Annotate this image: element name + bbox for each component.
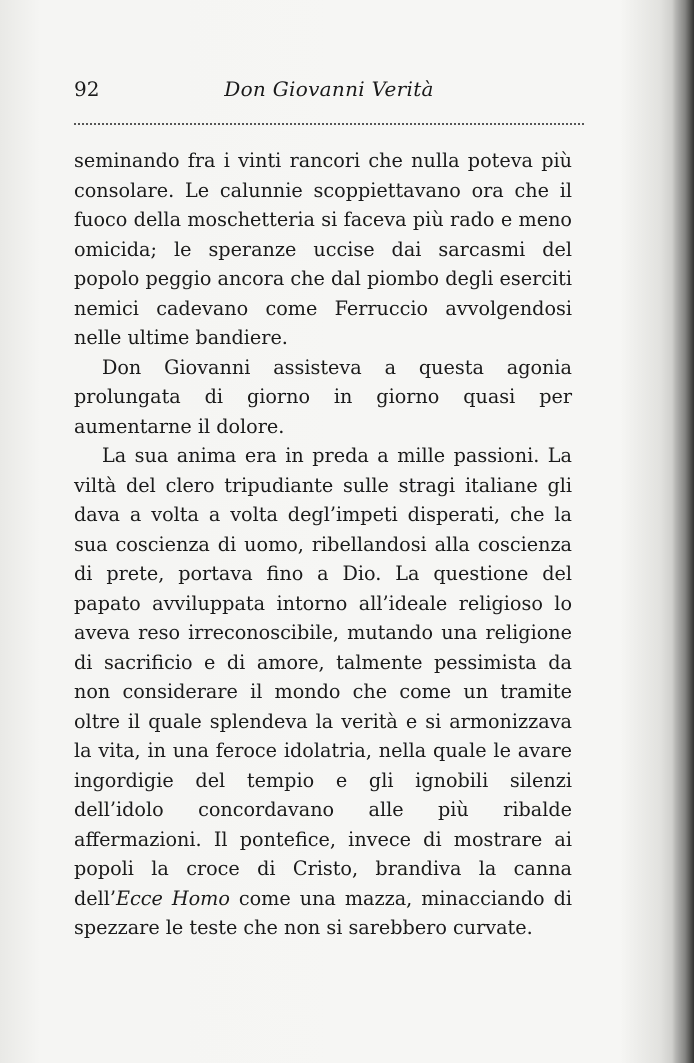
header-rule	[74, 123, 584, 125]
paragraph-3-italic: Ecce Homo	[116, 886, 230, 910]
body-text	[74, 146, 572, 943]
paragraph-2: Don Giovanni assisteva a questa agonia prolungata di giorno in giorno quasi per aumentarne il dolore.	[74, 355, 572, 438]
running-title: Don Giovanni Verità	[224, 77, 434, 101]
paragraph-3	[74, 441, 572, 943]
page-header	[74, 74, 584, 104]
paragraph-1: seminando fra i vinti rancori che nulla poteva più consolare. Le calunnie scoppiettavano ora che il fuoco della moschetteria si faceva più rado e meno omicida; le speranze uccise dai sarcasmi del popolo peggio ancora che dal piombo degli eserciti nemici cadevano come Ferruccio avvolgendosi nelle ultime bandiere.	[74, 149, 572, 349]
paragraph-3-text-a: La sua anima era in preda a mille passioni. La viltà del clero tripudiante sulle stragi italiane gli dava a volta a volta degl’impeti disperati, che la sua coscienza di uomo, ribellandosi alla coscienza di prete, portava fino a Dio. La questione del papato avviluppata intorno all’ideale religioso lo aveva reso irreconoscibile, mutando una religione di sacrificio e di amore, talmente pessimista da non considerare il mondo che come un tramite oltre il quale splendeva la verità e si armonizzava la vita, in una feroce idolatria, nella quale le avare ingordigie del tempio e gli ignobili silenzi dell’idolo concordavano alle più ribalde affermazioni. Il pontefice, invece di mostrare ai popoli la croce di Cristo, brandiva la canna dell’	[74, 444, 572, 910]
spine-shadow	[672, 0, 694, 1063]
paragraph-3-text-b: come una mazza, minacciando di spezzare le teste che non si sarebbero curvate.	[74, 886, 573, 939]
page-number: 92	[74, 77, 100, 101]
